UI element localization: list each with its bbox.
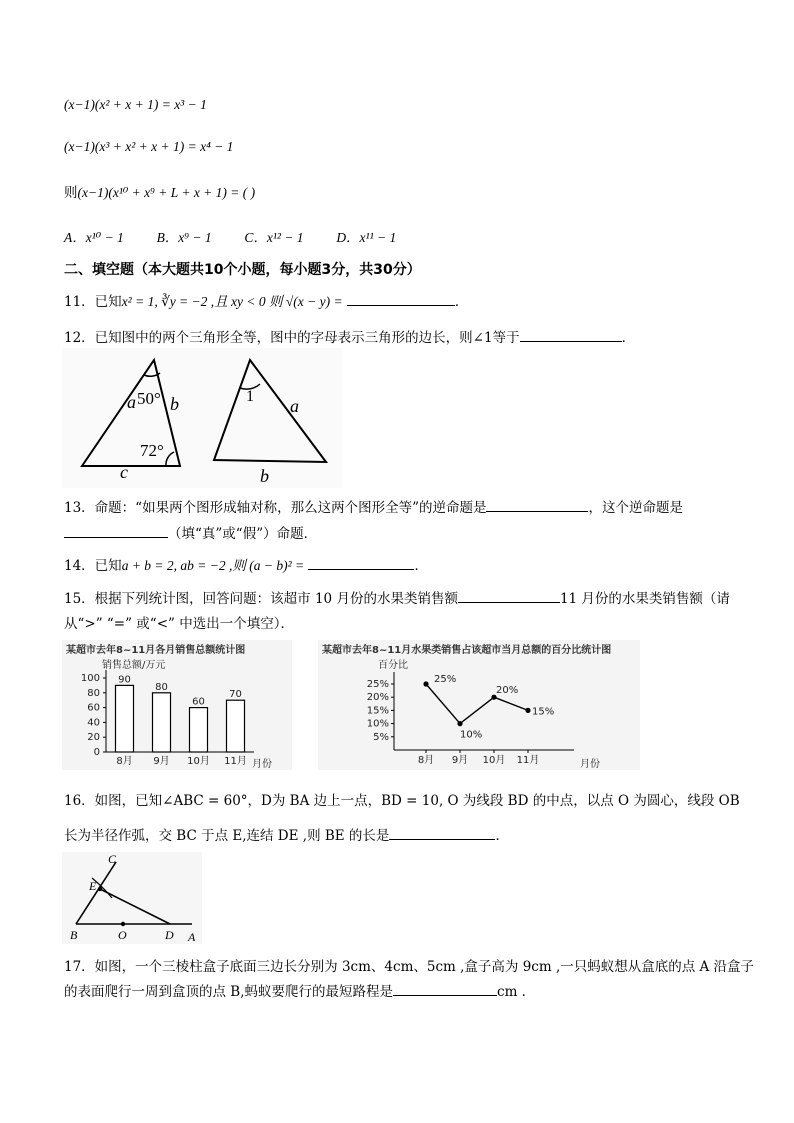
q16-text-b: 长为半径作弧，交 BC 于点 E,连结 DE ,则 BE 的长是 — [64, 828, 390, 844]
bar-y-tick-label: 100 — [80, 673, 100, 684]
line-value-label: 25% — [434, 674, 457, 685]
bar-category-label: 11月 — [224, 756, 247, 767]
label-c: C — [108, 852, 117, 866]
q12-answer-blank[interactable] — [520, 329, 622, 342]
question-12 — [64, 326, 635, 346]
equation-2: (x−1)(x³ + x² + x + 1) = x⁴ − 1 — [64, 139, 234, 154]
line-chart-ylabel: 百分比 — [378, 660, 408, 671]
bar-chart — [62, 640, 292, 770]
label-e: E — [89, 879, 97, 893]
q16-answer-blank[interactable] — [389, 827, 495, 840]
line-value-label: 15% — [532, 706, 555, 718]
line-value-label: 10% — [460, 729, 483, 741]
line-chart-title: 某超市去年8~11月水果类销售占该超市当月总额的百分比统计图 — [322, 645, 612, 656]
option-d: D．x¹¹ − 1 — [336, 230, 397, 245]
line-chart-xlabel: 月份 — [580, 759, 600, 770]
question-17-line-2 — [64, 980, 535, 1000]
q17-answer-blank[interactable] — [393, 983, 497, 996]
line-category-label: 8月 — [417, 755, 435, 766]
q13-answer-blank-1[interactable] — [486, 499, 588, 512]
point-o — [121, 922, 125, 926]
q12-end: ． — [621, 330, 636, 346]
bar-value-label: 70 — [229, 689, 242, 701]
line-y-tick-label: 25% — [366, 679, 389, 690]
option-c: C．x¹² − 1 — [244, 230, 304, 245]
line-category-label: 10月 — [482, 755, 506, 766]
triangle-2-label-b: b — [260, 466, 269, 486]
line-point — [525, 708, 530, 713]
line-y-tick-label: 20% — [366, 692, 389, 704]
q11-math: x² = 1, ∛y = −2 ,且 xy < 0 则 √(x − y) = — [121, 294, 343, 309]
triangle-1-angle-right: 72° — [140, 441, 164, 460]
equation-3-prefix: 则 — [64, 185, 78, 201]
line-point — [423, 681, 428, 686]
triangle-1-label-c: c — [120, 462, 128, 482]
options-row — [64, 226, 396, 246]
line-chart — [318, 640, 640, 770]
question-11 — [64, 290, 468, 310]
q14-text-a: 14．已知 — [64, 558, 122, 574]
bar-value-label: 80 — [155, 681, 168, 693]
triangle-1-label-b: b — [170, 394, 179, 414]
q17-end: cm ． — [497, 984, 536, 1000]
bar-chart-title: 某超市去年8~11月各月销售总额统计图 — [66, 645, 246, 656]
line-y-tick-label: 15% — [366, 705, 389, 717]
q11-answer-blank[interactable] — [347, 293, 455, 306]
q15-answer-blank[interactable] — [458, 590, 560, 603]
triangle-1-angle-top: 50° — [137, 389, 161, 408]
geometry-figure — [62, 852, 202, 944]
question-16-line-2 — [64, 824, 509, 844]
bar — [116, 685, 134, 752]
bar-value-label: 60 — [192, 696, 205, 708]
q13-text-a: 13．命题：“如果两个图形成轴对称，那么这两个图形全等”的逆命题是 — [64, 500, 487, 516]
bar-category-label: 8月 — [116, 756, 133, 767]
bar-y-tick-label: 40 — [87, 717, 100, 729]
bar-value-label: 90 — [118, 674, 131, 686]
bar-y-tick-label: 80 — [87, 687, 100, 699]
q12-text: 12．已知图中的两个三角形全等，图中的字母表示三角形的边长，则∠1等于 — [64, 330, 520, 346]
option-a: A．x¹⁰ − 1 — [64, 230, 124, 245]
line-point — [457, 721, 462, 726]
bar-y-tick-label: 20 — [87, 732, 100, 744]
bar — [153, 693, 171, 752]
q14-end: ． — [414, 558, 428, 574]
q15-text-a: 15．根据下列统计图，回答问题：该超市 10 月份的水果类销售额 — [64, 591, 458, 607]
label-o: O — [118, 928, 127, 942]
bar-chart-xlabel: 月份 — [252, 759, 272, 770]
bar-category-label: 10月 — [187, 756, 210, 767]
question-15-line-2: 从“>” “=” 或“<” 中选出一个填空）． — [64, 616, 294, 632]
q13-answer-blank-2[interactable] — [64, 525, 168, 538]
bar-chart-ylabel: 销售总额/万元 — [102, 660, 166, 671]
q16-end: ． — [495, 828, 509, 844]
question-13-line-2 — [64, 522, 317, 542]
bar-category-label: 9月 — [153, 756, 170, 767]
option-b: B．x⁹ − 1 — [156, 230, 212, 245]
question-14 — [64, 554, 428, 574]
q14-answer-blank[interactable] — [308, 557, 414, 570]
triangles-figure — [62, 348, 342, 488]
triangle-2-angle-label: 1 — [246, 388, 254, 405]
bar — [227, 700, 245, 752]
equation-1: (x−1)(x² + x + 1) = x³ − 1 — [64, 97, 207, 112]
label-a: A — [188, 930, 196, 944]
line-category-label: 11月 — [516, 755, 540, 766]
label-b: B — [70, 928, 78, 942]
triangle-1-label-a: a — [127, 392, 136, 412]
section-2-heading: 二、填空题（本大题共10个小题，每小题3分，共30分） — [64, 262, 421, 278]
question-16-line-1: 16．如图，已知∠ABC = 60°，D为 BA 边上一点，BD = 10, O 为线段 BD 的中点，以点 O 为圆心，线段 OB — [64, 793, 740, 809]
question-17-line-1: 17．如图，一个三棱柱盒子底面三边长分别为 3cm、4cm、5cm ,盒子高为 9cm ,一只蚂蚁想从盒底的点 A 沿盒子 — [64, 959, 755, 975]
equation-3-body: (x−1)(x¹⁰ + x⁹ + L + x + 1) = ( ) — [77, 185, 256, 200]
bar-y-tick-label: 0 — [93, 747, 100, 758]
line-value-label: 20% — [496, 685, 519, 697]
line-y-tick-label: 10% — [366, 718, 389, 730]
q11-text-a: 11．已知 — [64, 294, 122, 310]
triangle-2-label-a: a — [290, 396, 299, 416]
q11-end: ． — [454, 294, 469, 310]
line-category-label: 9月 — [451, 755, 469, 766]
equation-3 — [64, 181, 255, 201]
line-y-tick-label: 5% — [373, 731, 389, 743]
bar — [190, 708, 208, 752]
q13-text-c: （填“真”或“假”）命题． — [168, 526, 318, 542]
q14-math: a + b = 2, ab = −2 ,则 (a − b)² = — [121, 558, 305, 573]
question-15-line-1 — [64, 587, 730, 607]
bar-y-tick-label: 60 — [87, 702, 100, 714]
label-d: D — [165, 928, 174, 942]
q13-text-b: ，这个逆命题是 — [588, 500, 683, 516]
question-13-line-1 — [64, 496, 683, 516]
point-e — [98, 887, 102, 891]
q15-text-b: 11 月份的水果类销售额（请 — [559, 591, 730, 607]
q17-text-b: 的表面爬行一周到盒顶的点 B,蚂蚁要爬行的最短路程是 — [64, 984, 394, 1000]
